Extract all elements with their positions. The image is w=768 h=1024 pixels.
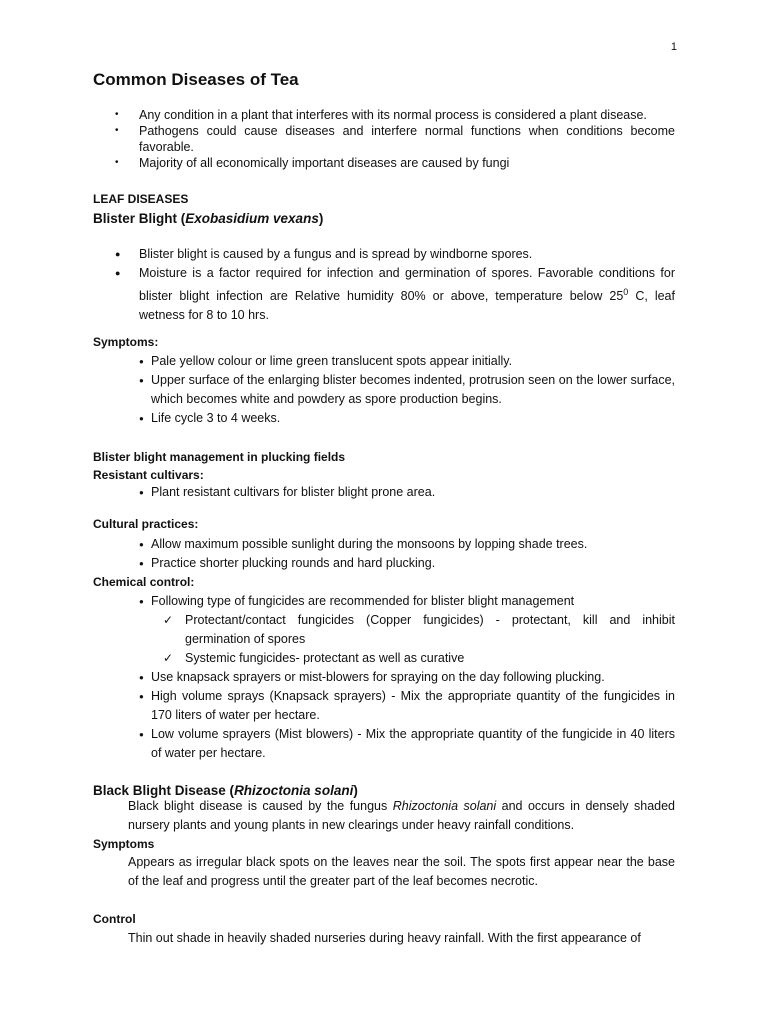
control-section	[93, 929, 675, 948]
leaf-diseases-heading: LEAF DISEASES	[93, 192, 189, 206]
control-heading: Control	[93, 912, 136, 926]
page-number: 1	[670, 41, 677, 53]
scientific-name: Exobasidium vexans	[185, 211, 319, 226]
scientific-name: Rhizoctonia solani	[392, 799, 497, 813]
management-heading: Blister blight management in plucking fields	[93, 450, 346, 464]
symptoms-list	[93, 352, 675, 428]
list-item: ● High volume sprays (Knapsack sprayers) - Mix the appropriate quantity of the fungicides in 170 liters of water per hectare.	[93, 687, 675, 725]
scientific-name: Rhizoctonia solani	[234, 783, 354, 798]
list-item	[93, 264, 675, 325]
chemical-section	[93, 592, 675, 763]
list-item: ✓ Protectant/contact fungicides (Copper fungicides) - protectant, kill and inhibit germination of spores	[93, 611, 675, 649]
list-item: • Majority of all economically important diseases are caused by fungi	[93, 155, 675, 171]
cultural-list	[93, 535, 675, 573]
list-item: ● Allow maximum possible sunlight during the monsoons by lopping shade trees.	[93, 535, 675, 554]
page-title: Common Diseases of Tea	[93, 70, 299, 89]
cultural-section	[93, 535, 675, 573]
resistant-list	[93, 483, 675, 502]
fungicide-type-list	[93, 611, 675, 668]
list-item: • Any condition in a plant that interferes with its normal process is considered a plant disease.	[93, 107, 675, 123]
symptoms-heading: Symptoms:	[93, 335, 159, 349]
list-item: ● Practice shorter plucking rounds and hard plucking.	[93, 554, 675, 573]
causes-list	[93, 245, 675, 325]
paragraph	[93, 797, 675, 835]
black-symptoms-heading: Symptoms	[93, 837, 155, 851]
chemical-list	[93, 592, 675, 611]
list-item: ● Plant resistant cultivars for blister blight prone area.	[93, 483, 675, 502]
title-text: Blister Blight (	[93, 211, 186, 226]
list-item: ● Pale yellow colour or lime green translucent spots appear initially.	[93, 352, 675, 371]
list-item: ● Upper surface of the enlarging blister becomes indented, protrusion seen on the lower surface, which becomes white and powdery as spore production begins.	[93, 371, 675, 409]
paragraph: Thin out shade in heavily shaded nurseries during heavy rainfall. With the first appearance of	[128, 931, 641, 945]
black-symptoms-section	[93, 853, 675, 891]
text-part: C, leaf wetness for 8 to 10 hrs.	[139, 289, 675, 323]
list-item: ● Low volume sprayers (Mist blowers) - Mix the appropriate quantity of the fungicide in 40 liters of water per hectare.	[93, 725, 675, 763]
cultural-heading: Cultural practices:	[93, 517, 199, 531]
text-part: Black blight disease is caused by the fungus	[128, 799, 393, 813]
text-part: Moisture is a factor required for infection and germination of spores. Favorable conditions for blister blight infection are Relative humidity 80% or above, temperature below 25	[139, 266, 675, 304]
intro-list	[93, 107, 675, 171]
intro-section	[93, 107, 675, 171]
resistant-heading: Resistant cultivars:	[93, 468, 204, 482]
sprayer-list	[93, 668, 675, 763]
list-item: ✓ Systemic fungicides- protectant as well as curative	[93, 649, 675, 668]
blister-blight-title	[93, 209, 675, 228]
superscript: 0	[623, 287, 629, 297]
list-item: ● Use knapsack sprayers or mist-blowers for spraying on the day following plucking.	[93, 668, 675, 687]
title-text: Black Blight Disease (	[93, 783, 235, 798]
paragraph: Appears as irregular black spots on the leaves near the soil. The spots first appear near the base of the leaf and progress until the greater part of the leaf becomes necrotic.	[128, 855, 675, 888]
black-blight-intro	[93, 797, 675, 835]
list-item: ● Following type of fungicides are recommended for blister blight management	[93, 592, 675, 611]
list-item: • Pathogens could cause diseases and interfere normal functions when conditions become favorable.	[93, 123, 675, 155]
symptoms-section	[93, 352, 675, 428]
text-part: and occurs in densely shaded nursery plants and young plants in new clearings under heavy rainfall conditions.	[128, 799, 675, 832]
blister-causes	[93, 245, 675, 325]
resistant-section	[93, 483, 675, 502]
title-close: )	[318, 211, 324, 226]
title-close: )	[353, 783, 358, 798]
list-item: ● Blister blight is caused by a fungus and is spread by windborne spores.	[93, 245, 675, 264]
list-item: ● Life cycle 3 to 4 weeks.	[93, 409, 675, 428]
chemical-heading: Chemical control:	[93, 575, 195, 589]
